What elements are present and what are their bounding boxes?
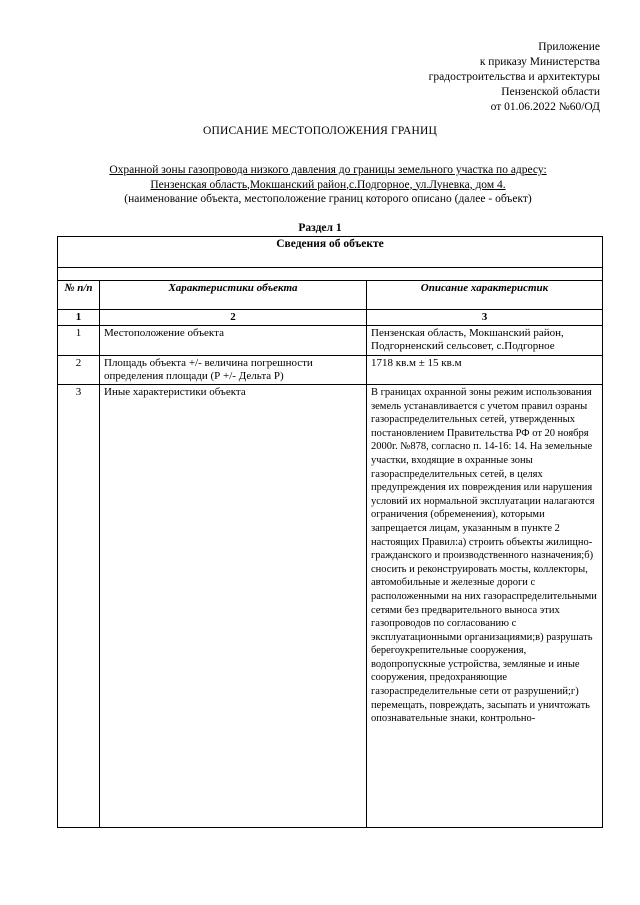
table-row [58, 385, 603, 828]
column-number-row [58, 310, 603, 326]
column-number: 2 [100, 310, 367, 326]
appendix-line: Пензенской области [501, 86, 600, 98]
object-info-table [57, 236, 603, 828]
column-number: 1 [58, 310, 100, 326]
header-num: № п/п [58, 281, 100, 310]
object-description [40, 163, 616, 207]
row-characteristic: Площадь объекта +/- величина погрешности определения площади (Р +/- Дельта Р) [100, 355, 367, 384]
table-spacer-cell [58, 268, 603, 281]
appendix-line: градостроительства и архитектуры [428, 71, 600, 83]
row-num: 1 [58, 326, 100, 355]
table-header-row [58, 281, 603, 310]
appendix-header [340, 40, 600, 115]
object-note: (наименование объекта, местоположение границ которого описано (далее - объект) [124, 193, 532, 205]
row-description: В границах охранной зоны режим использования земель устанавливается с учетом правил озраны газораспределительных сетей, утвержденных постановлением Правительства РФ от 20 ноября 2000г. №878, согласно п. 14-16: 14. На земельные участки, входящие в охранные зоны газораспределительных сетей, в целях предупреждения их повреждения или нарушения условий их нормальной эксплуатации налагаются ограничения (обременения), которыми запрещается лицам, указанным в пункте 2 настоящих Правил:а) строить объекты жилищно-гражданского и производственного назначения;б) сносить и реконструировать мосты, коллекторы, автомобильные и железные дороги с расположенными на них газораспределительными сетями без предварительного выноса этих газопроводов по согласованию с эксплуатационными организациями;в) разрушать берегоукрепительные сооружения, водопропускные устройства, земляные и иные сооружения, предохраняющие газораспределительные сети от разрушений;г) перемещать, повреждать, засыпать и уничтожать опознавательные знаки, контрольно- [367, 385, 603, 828]
table-row [58, 355, 603, 384]
object-address-line: Пензенская область,Мокшанский район,с.Подгорное, ул.Луневка, дом 4. [150, 178, 506, 191]
row-description: Пензенская область, Мокшанский район, Подгорненский сельсовет, с.Подгорное [367, 326, 603, 355]
row-num: 2 [58, 355, 100, 384]
row-characteristic: Иные характеристики объекта [100, 385, 367, 828]
row-num: 3 [58, 385, 100, 828]
table-caption: Сведения об объекте [58, 237, 603, 268]
header-description: Описание характеристик [367, 281, 603, 310]
section-label: Раздел 1 [298, 222, 342, 234]
row-description: 1718 кв.м ± 15 кв.м [367, 355, 603, 384]
table-row [58, 326, 603, 355]
object-name-line: Охранной зоны газопровода низкого давления до границы земельного участка по адресу: [109, 164, 547, 176]
appendix-date-line: от 01.06.2022 №60/ОД [490, 101, 600, 113]
table-caption-row [58, 237, 603, 268]
appendix-line: к приказу Министерства [479, 56, 600, 68]
row-characteristic: Местоположение объекта [100, 326, 367, 355]
table-spacer-row [58, 268, 603, 281]
column-number: 3 [367, 310, 603, 326]
document-title: ОПИСАНИЕ МЕСТОПОЛОЖЕНИЯ ГРАНИЦ [202, 125, 438, 137]
appendix-line: Приложение [538, 41, 600, 53]
header-characteristic: Характеристики объекта [100, 281, 367, 310]
